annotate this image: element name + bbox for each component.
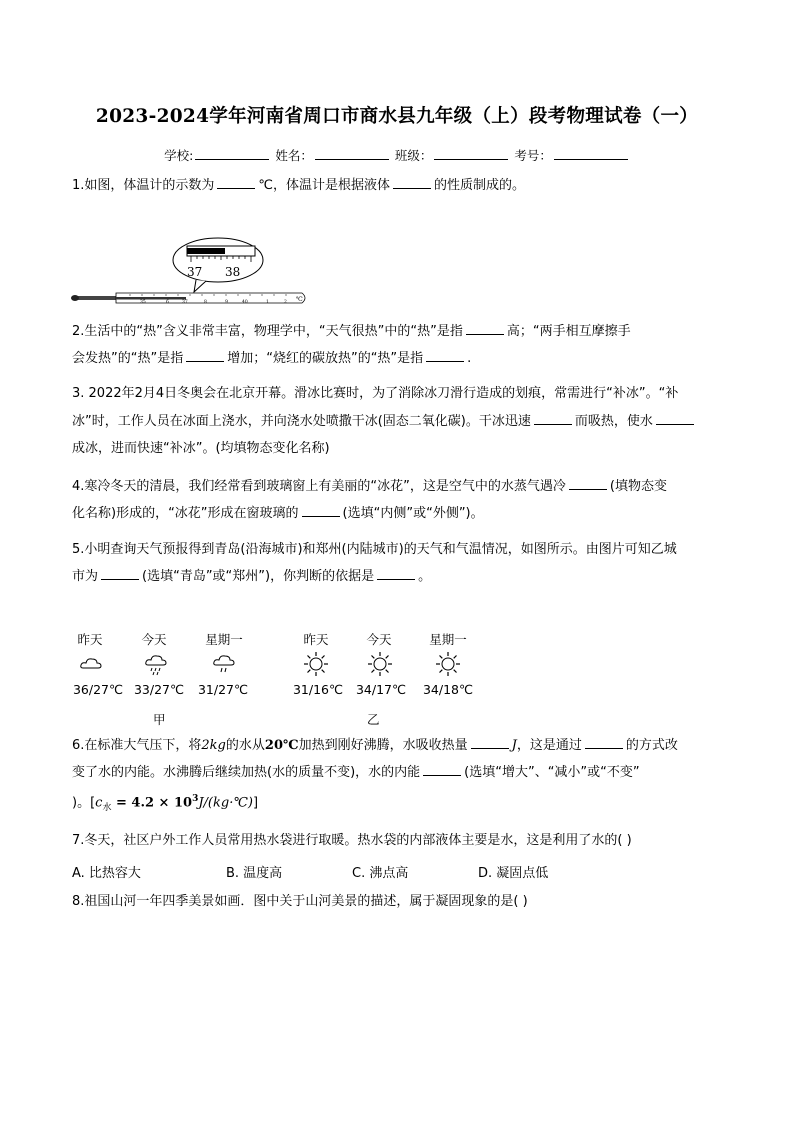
scale-label: 35 [140,300,146,305]
q6-text-a: 6.在标准大气压下，将 [72,738,202,753]
q6-text-end: ] [252,795,259,811]
weather-jia-day-1 [70,630,110,648]
temp-reading: 34/17℃ [355,682,407,697]
scale-label: 40 [242,300,248,305]
option-c[interactable]: C. 沸点高 [352,866,409,881]
figure-label-yi: 乙 [367,712,380,727]
question-1 [72,172,728,199]
answer-blank [656,412,694,425]
temp-reading: 31/16℃ [292,682,344,697]
scale-unit: ℃ [296,296,303,303]
name-label: 姓名： [275,148,313,163]
scale-label: 9 [225,300,228,305]
q6-text-c: 加热到刚好沸腾，水吸收热量 [298,738,468,753]
day-label: 昨天 [77,632,103,647]
sun-icon [303,651,329,677]
sun-icon [435,651,461,677]
mass-value: 2kg [201,738,226,753]
weather-yi-day-2 [359,630,399,648]
q2-text-b: 高；“两手相互摩擦手 [506,324,631,339]
answer-blank [585,736,623,749]
answer-blank [101,567,139,580]
q4-text-c: 化名称)形成的，“冰花”形成在窗玻璃的 [72,506,299,521]
answer-blank [466,322,504,335]
q8-text: 8.祖国山河一年四季美景如画．图中关于山河美景的描述，属于凝固现象的是( ) [72,894,528,909]
specific-heat-value: = 4.2 × 10 [111,795,193,811]
q1-text-a: 1.如图，体温计的示数为 [72,178,215,193]
q4-text-a: 4.寒冷冬天的清晨，我们经常看到玻璃窗上有美丽的“冰花”，这是空气中的水蒸气遇冷 [72,479,566,494]
class-label: 班级： [394,148,433,163]
weather-jia-day-2 [134,630,174,648]
q3-text-b: 冰”时，工作人员在冰面上浇水，并向浇水处喷撒干冰(固态二氧化碳)。干冰迅速 [72,413,531,429]
school-blank [195,147,269,160]
day-label: 昨天 [303,632,329,647]
question-3 [72,380,728,463]
scale-label: 8 [204,300,207,305]
joule-unit: J [511,738,517,753]
q2-text-d: 增加；“烧红的碳放热”的“热”是指 [227,351,424,366]
exam-title: 2023-2024学年河南省周口市商水县九年级（上）段考物理试卷（一） [95,106,699,127]
answer-blank [569,477,607,490]
q6-text-g: (选填“增大”、“减小”或“不变” [464,765,640,780]
specific-heat-unit: J/(kg·℃) [198,795,253,811]
temperature-value: 20℃ [264,738,299,753]
weather-yi-day-3 [421,630,475,648]
option-d[interactable]: D. 凝固点低 [478,866,549,881]
question-2 [72,318,728,372]
q6-text-h: )。[ [72,795,96,811]
answer-blank [217,176,255,189]
answer-blank [377,567,415,580]
q4-text-b: (填物态变 [609,479,667,494]
figure-label-jia: 甲 [153,712,166,727]
temp-reading: 33/27℃ [133,682,185,697]
sun-icon [367,651,393,677]
rain-icon [212,654,236,676]
school-label: 学校: [164,148,194,163]
temp-reading: 36/27℃ [72,682,124,697]
q6-text-d: ，这是通过 [516,738,582,753]
student-info-line [0,146,794,164]
answer-blank [302,504,340,517]
answer-blank [471,736,509,749]
magnified-tick-left: 37 [187,265,203,279]
cloud-icon [79,655,103,671]
specific-heat-symbol: c [95,795,103,811]
exam-number-label: 考号： [514,148,552,163]
q4-text-d: (选填“内侧”或“外侧”)。 [342,506,484,521]
q3-text-a: 3. 2022年2月4日冬奥会在北京开幕。滑冰比赛时，为了消除冰刀滑行造成的划痕，常需进行“补冰”。“补 [72,386,679,401]
magnified-tick-right: 38 [225,265,241,279]
day-label: 星期一 [429,632,467,647]
thermometer-figure [70,236,315,312]
q6-text-b: 的水从 [225,738,265,753]
q2-text-e: . [467,351,472,366]
exam-number-blank [554,147,628,160]
answer-blank [426,349,464,362]
scale-label: 6 [166,300,169,305]
answer-blank [534,412,572,425]
weather-jia-day-3 [197,630,251,648]
q5-text-a: 5.小明查询天气预报得到青岛(沿海城市)和郑州(内陆城市)的天气和气温情况，如图所示。由图片可知乙城 [72,542,677,557]
answer-blank [186,349,224,362]
day-label: 今天 [141,632,167,647]
answer-blank [423,763,461,776]
q5-text-b: 市为 [72,569,99,584]
question-8 [72,888,728,915]
q1-text-b: ℃，体温计是根据液体 [258,178,391,193]
specific-heat-subscript: 水 [102,802,112,813]
q3-text-d: 成冰，进而快速“补冰”。(均填物态变化名称) [72,441,330,456]
option-a[interactable]: A. 比热容大 [72,866,141,881]
q2-text-c: 会发热”的“热”是指 [72,351,184,366]
q6-text-e: 的方式改 [625,738,678,753]
rain-icon [144,654,168,676]
q3-text-c: 而吸热，使水 [574,413,653,429]
question-7 [72,827,728,854]
q5-text-c: (选填“青岛”或“郑州”)，你判断的依据是 [142,569,375,584]
question-6 [72,732,728,822]
temp-reading: 31/27℃ [197,682,249,697]
scale-label: 37 [182,300,188,305]
day-label: 星期一 [205,632,243,647]
weather-yi-day-1 [296,630,336,648]
scale-label: 2 [284,300,287,305]
question-4 [72,473,728,527]
q6-text-f: 变了水的内能。水沸腾后继续加热(水的质量不变)，水的内能 [72,765,421,780]
q7-text: 7.冬天，社区户外工作人员常用热水袋进行取暖。热水袋的内部液体主要是水，这是利用了水的( ) [72,833,632,848]
q5-text-d: 。 [418,569,432,584]
class-blank [434,147,508,160]
name-blank [315,147,389,160]
temp-reading: 34/18℃ [422,682,474,697]
scale-label: 1 [266,300,269,305]
answer-blank [393,176,431,189]
exponent: 3 [192,794,199,804]
day-label: 今天 [366,632,392,647]
question-5 [72,536,728,590]
q2-text-a: 2.生活中的“热”含义非常丰富，物理学中，“天气很热”中的“热”是指 [72,324,463,339]
q1-text-c: 的性质制成的。 [434,178,526,193]
option-b[interactable]: B. 温度高 [226,866,283,881]
